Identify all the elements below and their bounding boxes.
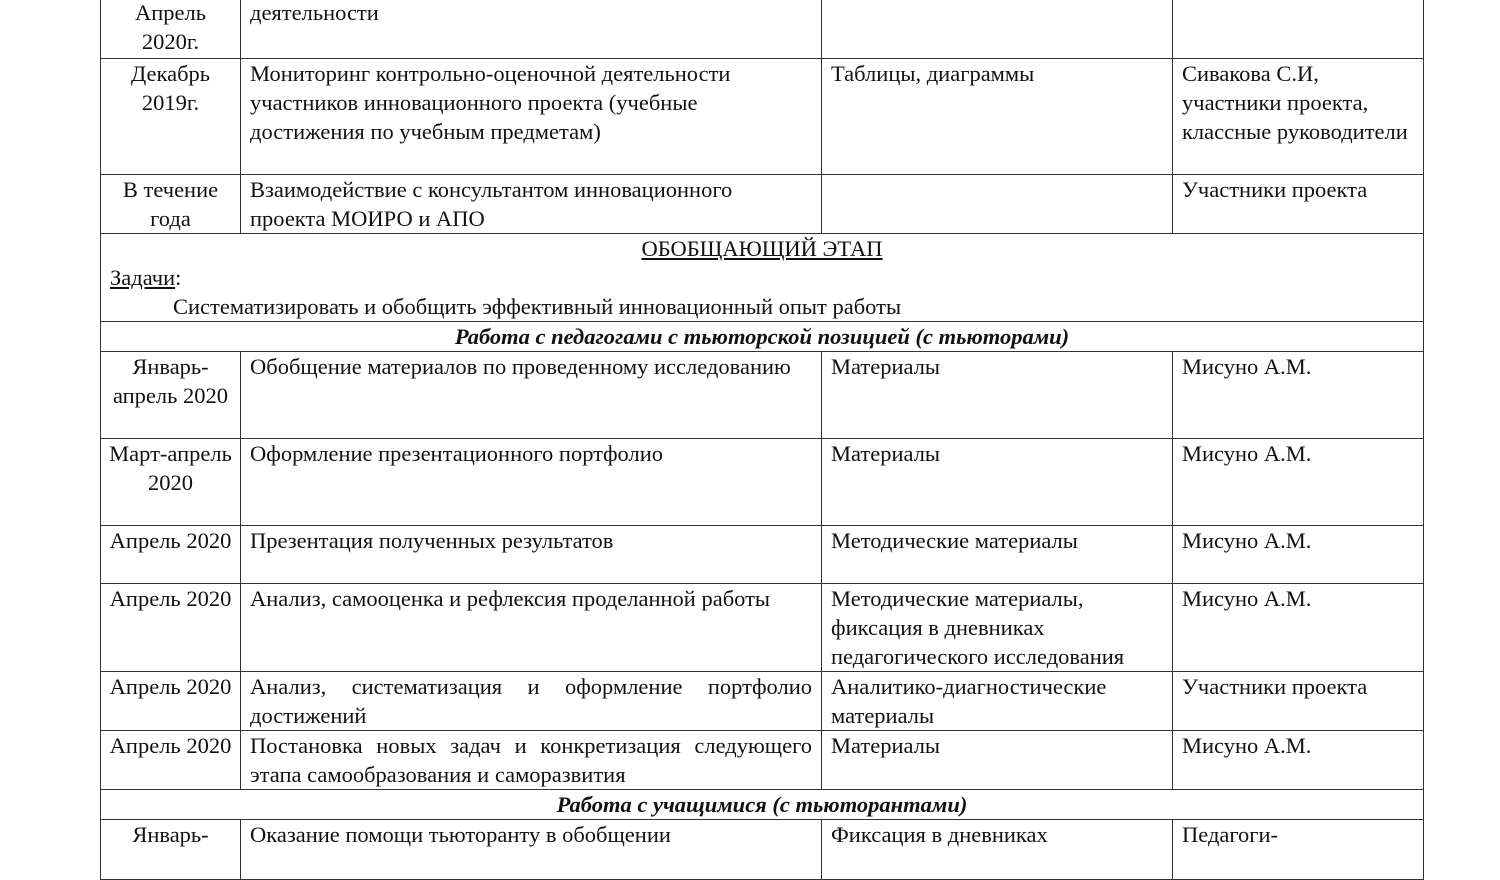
responsible-cell: Сивакова С.И, участники проекта, классные руководители — [1173, 59, 1424, 175]
responsible-cell: Мисуно А.М. — [1173, 584, 1424, 672]
date-cell: Апрель 2020 — [101, 731, 241, 790]
responsible-cell: Мисуно А.М. — [1173, 731, 1424, 790]
table-row — [101, 352, 1424, 439]
responsible-cell: Мисуно А.М. — [1173, 439, 1424, 526]
section-title: Работа с учащимися (с тьюторантами) — [101, 790, 1424, 820]
section-row — [101, 790, 1424, 820]
plan-table — [100, 0, 1424, 880]
activity-cell: Взаимодействие с консультантом инновационного проекта МОИРО и АПО — [241, 175, 822, 234]
table-row — [101, 820, 1424, 880]
table-row — [101, 584, 1424, 672]
date-cell: Март-апрель 2020 — [101, 439, 241, 526]
table-row — [101, 731, 1424, 790]
table-row — [101, 526, 1424, 584]
table-row — [101, 672, 1424, 731]
section-row — [101, 322, 1424, 352]
stage-row — [101, 234, 1424, 322]
responsible-cell: Участники проекта — [1173, 672, 1424, 731]
date-cell: Апрель 2020г. — [101, 0, 241, 59]
activity-cell: Презентация полученных результатов — [241, 526, 822, 584]
responsible-cell — [1173, 0, 1424, 59]
responsible-cell: Педагоги- — [1173, 820, 1424, 880]
date-cell: Апрель 2020 — [101, 526, 241, 584]
stage-cell — [101, 234, 1424, 322]
form-cell: Методические материалы, фиксация в дневниках педагогического исследования — [822, 584, 1173, 672]
table-row — [101, 0, 1424, 59]
tasks-label: Задачи: — [110, 265, 182, 290]
activity-cell: деятельности — [241, 0, 822, 59]
activity-cell: Оформление презентационного портфолио — [241, 439, 822, 526]
activity-cell: Анализ, самооценка и рефлексия проделанной работы — [241, 584, 822, 672]
form-cell — [822, 0, 1173, 59]
activity-cell: Постановка новых задач и конкретизация следующего этапа самообразования и саморазвития — [241, 731, 822, 790]
form-cell: Материалы — [822, 352, 1173, 439]
date-cell: Декабрь 2019г. — [101, 59, 241, 175]
table-row — [101, 175, 1424, 234]
activity-cell: Оказание помощи тьюторанту в обобщении — [241, 820, 822, 880]
activity-cell: Обобщение материалов по проведенному исследованию — [241, 352, 822, 439]
section-title: Работа с педагогами с тьюторской позицией (с тьюторами) — [101, 322, 1424, 352]
form-cell: Аналитико-диагностические материалы — [822, 672, 1173, 731]
responsible-cell: Мисуно А.М. — [1173, 526, 1424, 584]
form-cell — [822, 175, 1173, 234]
table-row — [101, 59, 1424, 175]
date-cell: Январь- — [101, 820, 241, 880]
activity-cell: Анализ, систематизация и оформление портфолио достижений — [241, 672, 822, 731]
date-cell: Апрель 2020 — [101, 672, 241, 731]
date-cell: Январь-апрель 2020 — [101, 352, 241, 439]
form-cell: Материалы — [822, 439, 1173, 526]
form-cell: Таблицы, диаграммы — [822, 59, 1173, 175]
date-cell: Апрель 2020 — [101, 584, 241, 672]
responsible-cell: Участники проекта — [1173, 175, 1424, 234]
form-cell: Материалы — [822, 731, 1173, 790]
activity-cell: Мониторинг контрольно-оценочной деятельности участников инновационного проекта (учебные достижения по учебным предметам) — [241, 59, 822, 175]
form-cell: Методические материалы — [822, 526, 1173, 584]
tasks-text: Систематизировать и обобщить эффективный инновационный опыт работы — [173, 294, 902, 319]
responsible-cell: Мисуно А.М. — [1173, 352, 1424, 439]
date-cell: В течение года — [101, 175, 241, 234]
table-row — [101, 439, 1424, 526]
form-cell: Фиксация в дневниках — [822, 820, 1173, 880]
stage-title: ОБОБЩАЮЩИЙ ЭТАП — [641, 236, 883, 261]
